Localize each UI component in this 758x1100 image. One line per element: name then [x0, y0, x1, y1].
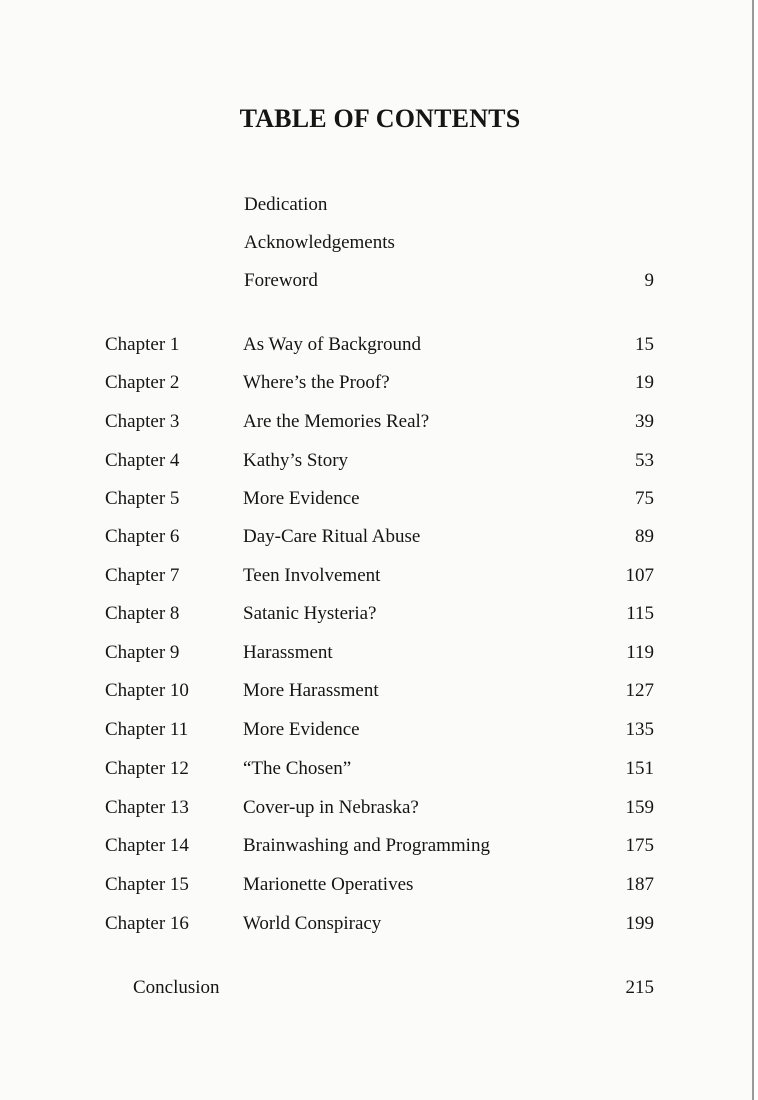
- chapter-label: Chapter 2: [105, 372, 180, 393]
- chapter-title: Teen Involvement: [243, 565, 381, 586]
- toc-entry-chapter-4: [0, 448, 752, 474]
- chapter-label: Chapter 6: [105, 526, 180, 547]
- chapter-label: Chapter 13: [105, 797, 189, 818]
- chapter-title: Harassment: [243, 642, 333, 663]
- chapter-label: Chapter 7: [105, 565, 180, 586]
- page-edge-divider: [752, 0, 754, 1100]
- chapter-title: World Conspiracy: [243, 913, 382, 934]
- chapter-title: Day-Care Ritual Abuse: [243, 526, 421, 547]
- toc-entry-chapter-7: [0, 563, 752, 589]
- chapter-label: Chapter 9: [105, 642, 180, 663]
- chapter-label: Chapter 14: [105, 835, 189, 856]
- page-title: TABLE OF CONTENTS: [239, 104, 521, 133]
- chapter-label: Chapter 8: [105, 603, 180, 624]
- toc-entry-chapter-3: [0, 409, 752, 435]
- chapter-page-number: 19: [635, 372, 654, 393]
- toc-entry-chapter-16: [0, 911, 752, 937]
- toc-entry-chapter-10: [0, 678, 752, 704]
- chapter-label: Chapter 12: [105, 758, 189, 779]
- chapter-label: Chapter 5: [105, 488, 180, 509]
- chapter-page-number: 135: [625, 719, 654, 740]
- toc-entry-chapter-1: [0, 332, 752, 358]
- toc-entry-conclusion: [0, 975, 752, 1001]
- chapter-label: Chapter 4: [105, 450, 180, 471]
- chapter-title: Are the Memories Real?: [243, 411, 430, 432]
- chapter-page-number: 107: [625, 565, 654, 586]
- toc-entry-acknowledgements: [0, 230, 752, 256]
- entry-title: Foreword: [244, 270, 318, 291]
- toc-entry-foreword: [0, 268, 752, 294]
- chapter-title: Brainwashing and Programming: [243, 835, 490, 856]
- chapter-label: Chapter 11: [105, 719, 189, 740]
- chapter-page-number: 159: [625, 797, 654, 818]
- entry-title: Acknowledgements: [244, 232, 395, 253]
- toc-entry-chapter-15: [0, 872, 752, 898]
- toc-entry-dedication: [0, 192, 752, 218]
- chapter-page-number: 199: [625, 913, 654, 934]
- chapter-page-number: 53: [635, 450, 654, 471]
- chapter-label: Chapter 10: [105, 680, 189, 701]
- conclusion-label: Conclusion: [133, 977, 220, 998]
- entry-title: Dedication: [244, 194, 328, 215]
- chapter-label: Chapter 15: [105, 874, 189, 895]
- chapter-label: Chapter 3: [105, 411, 180, 432]
- chapter-title: More Harassment: [243, 680, 379, 701]
- toc-entry-chapter-12: [0, 756, 752, 782]
- chapter-page-number: 127: [625, 680, 654, 701]
- toc-entry-chapter-11: [0, 717, 752, 743]
- chapter-title: More Evidence: [243, 719, 360, 740]
- chapter-page-number: 187: [625, 874, 654, 895]
- chapter-page-number: 175: [625, 835, 654, 856]
- chapter-page-number: 151: [625, 758, 654, 779]
- toc-entry-chapter-6: [0, 524, 752, 550]
- chapter-title: Marionette Operatives: [243, 874, 414, 895]
- chapter-title: Satanic Hysteria?: [243, 603, 377, 624]
- toc-entry-chapter-14: [0, 833, 752, 859]
- conclusion-page-number: 215: [625, 977, 654, 998]
- chapter-label: Chapter 16: [105, 913, 189, 934]
- chapter-page-number: 75: [635, 488, 654, 509]
- chapter-page-number: 39: [635, 411, 654, 432]
- toc-entry-chapter-9: [0, 640, 752, 666]
- chapter-page-number: 115: [626, 603, 654, 624]
- chapter-title: Cover-up in Nebraska?: [243, 797, 419, 818]
- chapter-title: More Evidence: [243, 488, 360, 509]
- toc-entry-chapter-13: [0, 795, 752, 821]
- chapter-page-number: 89: [635, 526, 654, 547]
- chapter-page-number: 15: [635, 334, 654, 355]
- chapter-page-number: 119: [626, 642, 654, 663]
- toc-entry-chapter-2: [0, 370, 752, 396]
- entry-page-number: 9: [644, 270, 654, 291]
- toc-entry-chapter-8: [0, 601, 752, 627]
- toc-entry-chapter-5: [0, 486, 752, 512]
- chapter-title: Where’s the Proof?: [243, 372, 390, 393]
- chapter-title: “The Chosen”: [243, 758, 352, 779]
- chapter-title: As Way of Background: [243, 334, 422, 355]
- chapter-title: Kathy’s Story: [243, 450, 349, 471]
- chapter-label: Chapter 1: [105, 334, 180, 355]
